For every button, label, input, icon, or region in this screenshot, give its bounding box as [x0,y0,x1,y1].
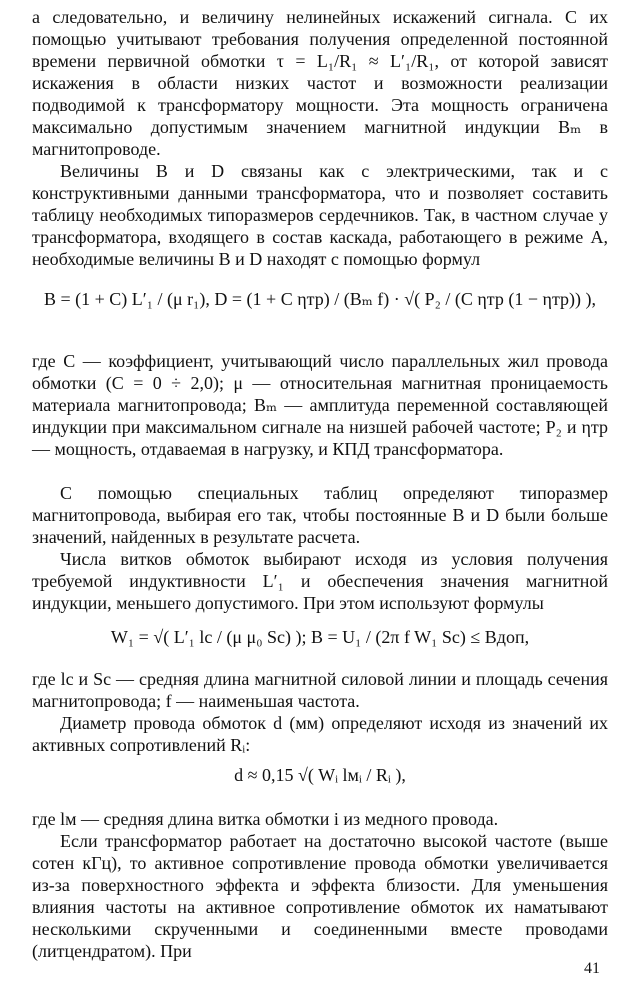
paragraph-2: Величины B и D связаны как с электрическими, так и с конструктивными данными трансформатора, что и позволяет составить таблицу необходимых типоразмеров сердечников. Так, в частном случае у трансформатора, входящего в состав каскада, работающего в режиме A, необходимые величины B и D находят с помощью формул [32,161,608,269]
paragraph-6: где lс и Sс — средняя длина магнитной силовой линии и площадь сечения магнитопровода; f — наименьшая частота. [32,669,608,711]
paragraph-3: где C — коэффициент, учитывающий число параллельных жил провода обмотки (C = 0 ÷ 2,0); μ — относительная магнитная проницаемость материала магнитопровода; Bₘ — амплитуда переменной составляющей индукции при максимальном сигнале на низшей рабочей частоте; P₂ и ηтр — мощность, отдаваемая в нагрузку, и КПД трансформатора. [32,351,608,459]
paragraph-7: Диаметр провода обмоток d (мм) определяют исходя из значений их активных сопротивлений Rᵢ: [32,713,608,755]
paragraph-9: Если трансформатор работает на достаточно высокой частоте (выше сотен кГц), то активное сопротивление провода обмотки увеличивается из-за поверхностного эффекта и эффекта близости. Для уменьшения влияния частоты на активное сопротивление обмоток их наматывают несколькими скрученными и соединенными вместе проводами (литцендратом). При [32,831,608,961]
formula-w1-b: W₁ = √( L′₁ lс / (μ μ₀ Sс) ); B = U₁ / (2π f W₁ Sс) ≤ Bдоп, [110,627,530,647]
paragraph-8: где lм — средняя длина витка обмотки i из медного провода. [32,809,499,829]
paragraph-1: а следовательно, и величину нелинейных искажений сигнала. С их помощью учитывают требования получения определенной постоянной времени первичной обмотки τ = L₁/R₁ ≈ L′₁/R₁, от которой зависят искажения в области низких частот и возможности реализации подводимой к трансформатору мощности. Эта мощность ограничена максимально допустимым значением магнитной индукции Bₘ в магнитопроводе. [32,7,608,159]
paragraph-4: С помощью специальных таблиц определяют типоразмер магнитопровода, выбирая его так, чтобы постоянные B и D были больше значений, найденных в результате расчета. [32,483,608,547]
page-number: 41 [584,960,600,977]
paragraph-5: Числа витков обмоток выбирают исходя из условия получения требуемой индуктивности L′₁ и обеспечения значения магнитной индукции, меньшего допустимого. При этом используют формулы [32,549,608,613]
formula-b-d: B = (1 + C) L′₁ / (μ r₁), D = (1 + C ηтр) / (Bₘ f) · √( P₂ / (C ηтр (1 − ηтр)) ), [43,289,597,309]
formula-d: d ≈ 0,15 √( Wᵢ lмᵢ / Rᵢ ), [234,765,406,785]
